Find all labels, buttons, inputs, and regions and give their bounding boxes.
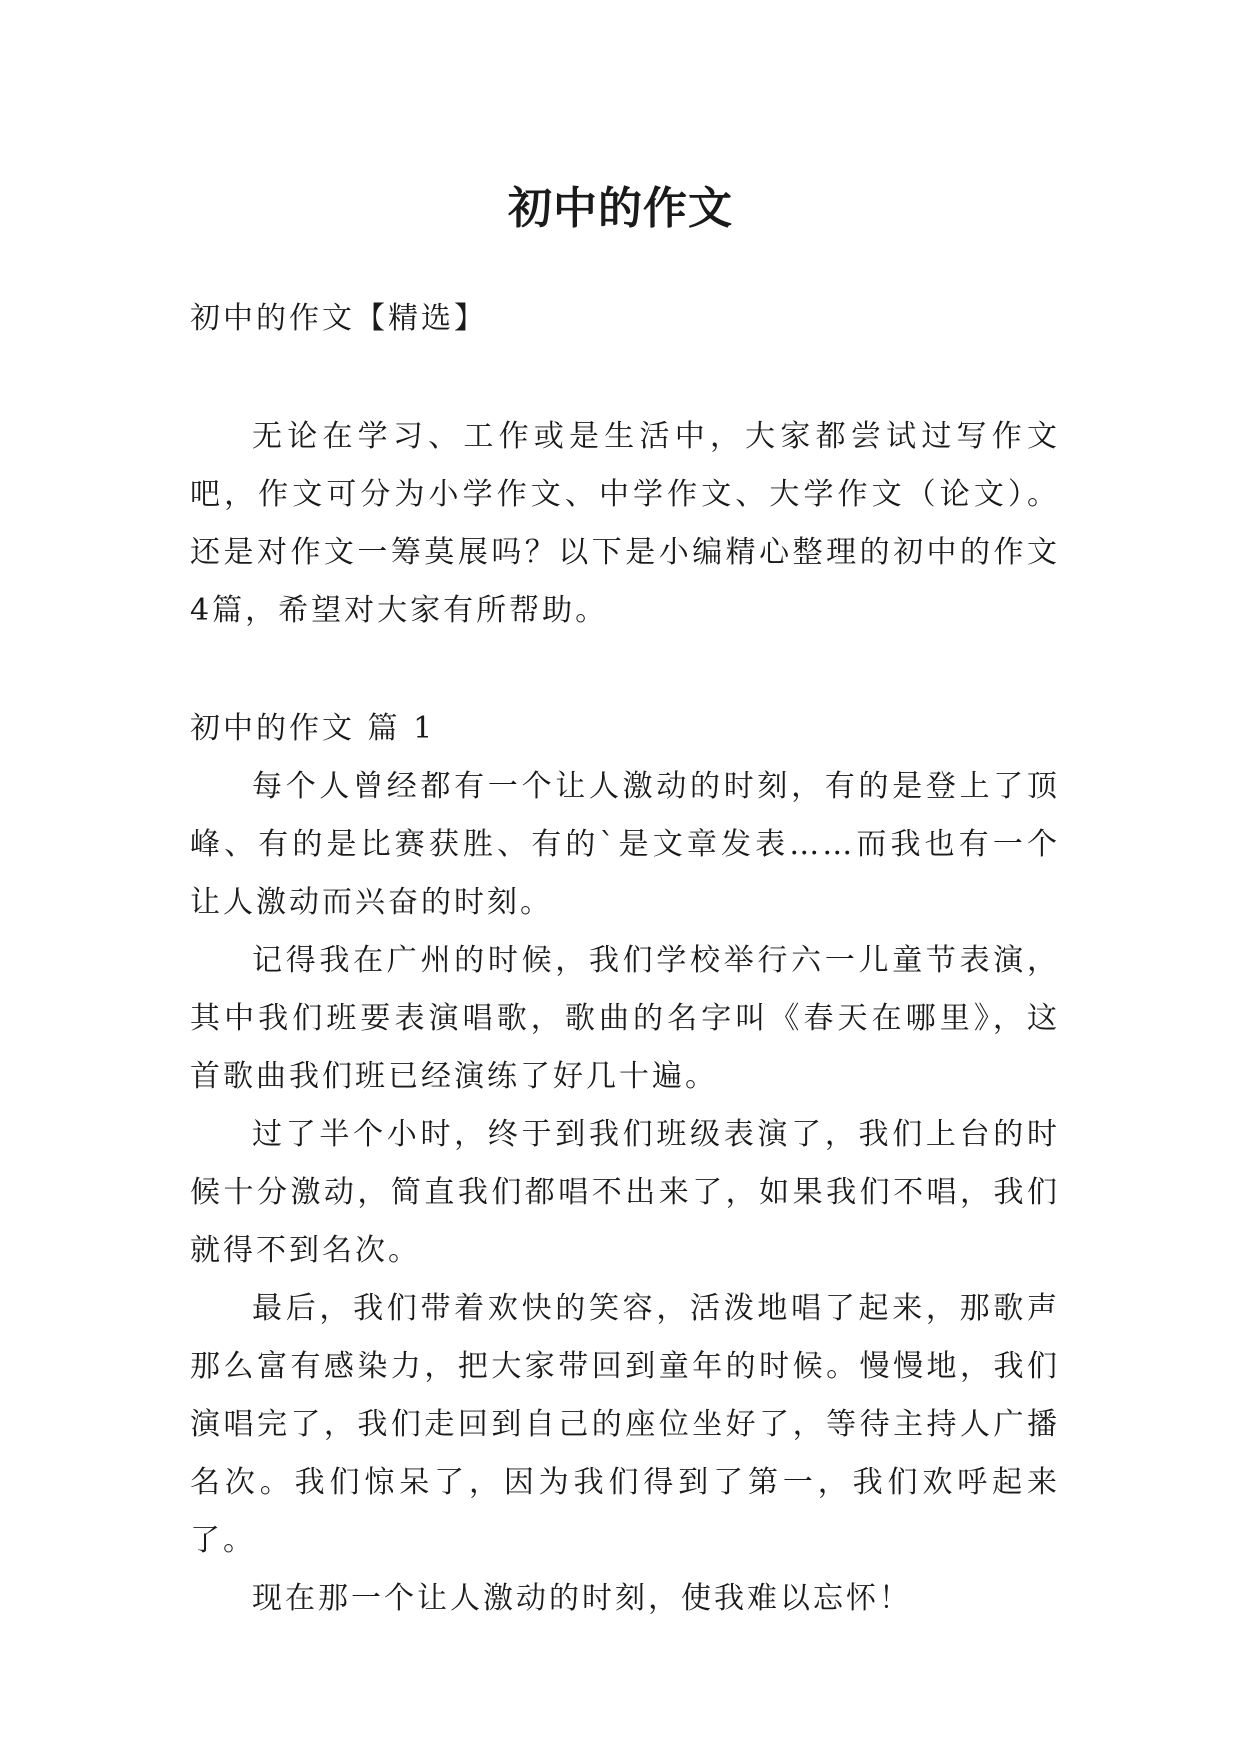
essay-paragraph: 记得我在广州的时候，我们学校举行六一儿童节表演，其中我们班要表演唱歌，歌曲的名字叫《春天在哪里》，这首歌曲我们班已经演练了好几十遍。 xyxy=(190,943,1060,1094)
essay-paragraph: 过了半个小时，终于到我们班级表演了，我们上台的时候十分激动，简直我们都唱不出来了，如果我们不唱，我们就得不到名次。 xyxy=(190,1117,1060,1268)
essay-paragraph: 最后，我们带着欢快的笑容，活泼地唱了起来，那歌声那么富有感染力，把大家带回到童年的时候。慢慢地，我们演唱完了，我们走回到自己的座位坐好了，等待主持人广播名次。我们惊呆了，因为我们得到了第一，我们欢呼起来了。 xyxy=(190,1291,1060,1558)
intro-paragraph: 无论在学习、工作或是生活中，大家都尝试过写作文吧，作文可分为小学作文、中学作文、大学作文（论文）。还是对作文一筹莫展吗？以下是小编精心整理的初中的作文4篇，希望对大家有所帮助。 xyxy=(190,419,1060,628)
document-body xyxy=(190,290,1060,1628)
document-subtitle: 初中的作文【精选】 xyxy=(190,301,487,336)
essay-paragraph: 现在那一个让人激动的时刻，使我难以忘怀！ xyxy=(252,1581,912,1616)
section-heading: 初中的作文 篇 1 xyxy=(190,711,436,746)
essay-paragraph: 每个人曾经都有一个让人激动的时刻，有的是登上了顶峰、有的是比赛获胜、有的`是文章发表……而我也有一个让人激动而兴奋的时刻。 xyxy=(190,769,1060,920)
document-title: 初中的作文 xyxy=(508,183,733,235)
